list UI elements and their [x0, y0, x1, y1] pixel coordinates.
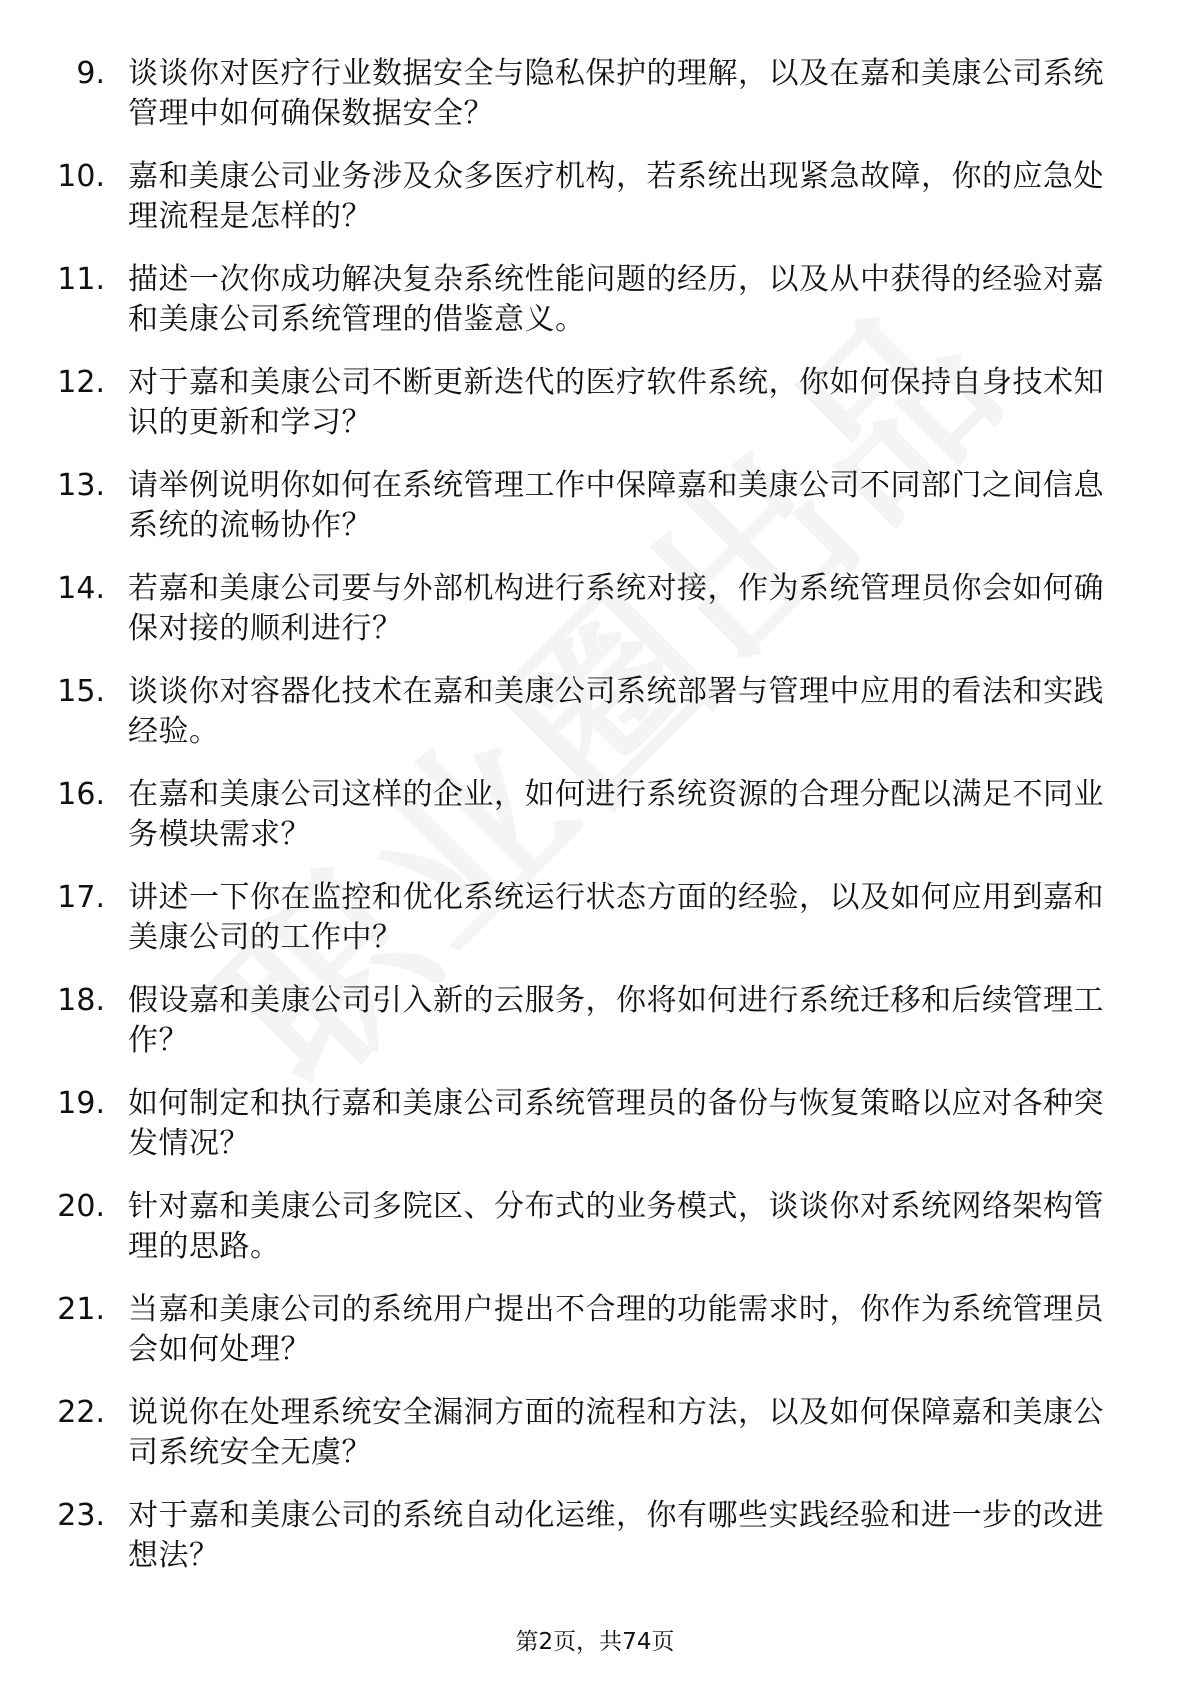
list-item [0, 54, 1190, 157]
question-text: 对于嘉和美康公司的系统自动化运维，你有哪些实践经验和进一步的改进想法？ [128, 1498, 1104, 1573]
question-text: 假设嘉和美康公司引入新的云服务，你将如何进行系统迁移和后续管理工作？ [128, 983, 1104, 1058]
question-number: 9. [76, 56, 105, 91]
question-number: 18. [57, 983, 105, 1018]
list-item [0, 157, 1190, 260]
question-number: 17. [57, 880, 105, 915]
question-number: 20. [57, 1189, 105, 1224]
question-number: 15. [57, 674, 105, 709]
list-item [0, 1496, 1190, 1599]
question-number: 22. [57, 1395, 105, 1430]
question-number: 13. [57, 468, 105, 503]
list-item [0, 775, 1190, 878]
question-text: 说说你在处理系统安全漏洞方面的流程和方法，以及如何保障嘉和美康公司系统安全无虞？ [128, 1395, 1104, 1470]
list-item [0, 1084, 1190, 1187]
list-item [0, 878, 1190, 981]
question-number: 21. [57, 1292, 105, 1327]
question-text: 嘉和美康公司业务涉及众多医疗机构，若系统出现紧急故障，你的应急处理流程是怎样的？ [128, 159, 1104, 234]
question-text: 在嘉和美康公司这样的企业，如何进行系统资源的合理分配以满足不同业务模块需求？ [128, 777, 1104, 852]
question-text: 请举例说明你如何在系统管理工作中保障嘉和美康公司不同部门之间信息系统的流畅协作？ [128, 468, 1104, 543]
list-item [0, 672, 1190, 775]
list-item [0, 466, 1190, 569]
list-item [0, 1290, 1190, 1393]
question-text: 讲述一下你在监控和优化系统运行状态方面的经验，以及如何应用到嘉和美康公司的工作中？ [128, 880, 1104, 955]
list-item [0, 569, 1190, 672]
list-item [0, 260, 1190, 363]
question-text: 如何制定和执行嘉和美康公司系统管理员的备份与恢复策略以应对各种突发情况？ [128, 1086, 1104, 1161]
question-number: 16. [57, 777, 105, 812]
list-item [0, 981, 1190, 1084]
question-number: 11. [57, 262, 105, 297]
question-number: 10. [57, 159, 105, 194]
question-text: 当嘉和美康公司的系统用户提出不合理的功能需求时，你作为系统管理员会如何处理？ [128, 1292, 1104, 1367]
question-text: 描述一次你成功解决复杂系统性能问题的经历，以及从中获得的经验对嘉和美康公司系统管理的借鉴意义。 [128, 262, 1104, 337]
question-text: 针对嘉和美康公司多院区、分布式的业务模式，谈谈你对系统网络架构管理的思路。 [128, 1189, 1104, 1264]
question-text: 若嘉和美康公司要与外部机构进行系统对接，作为系统管理员你会如何确保对接的顺利进行？ [128, 571, 1104, 646]
question-text: 对于嘉和美康公司不断更新迭代的医疗软件系统，你如何保持自身技术知识的更新和学习？ [128, 365, 1104, 440]
question-number: 12. [57, 365, 105, 400]
question-number: 19. [57, 1086, 105, 1121]
list-item [0, 1393, 1190, 1496]
page-footer: 第2页，共74页 [515, 1629, 675, 1655]
question-list [0, 54, 1190, 1599]
list-item [0, 363, 1190, 466]
question-number: 14. [57, 571, 105, 606]
list-item [0, 1187, 1190, 1290]
question-text: 谈谈你对医疗行业数据安全与隐私保护的理解，以及在嘉和美康公司系统管理中如何确保数据安全？ [128, 56, 1104, 131]
question-text: 谈谈你对容器化技术在嘉和美康公司系统部署与管理中应用的看法和实践经验。 [128, 674, 1104, 749]
question-number: 23. [57, 1498, 105, 1533]
